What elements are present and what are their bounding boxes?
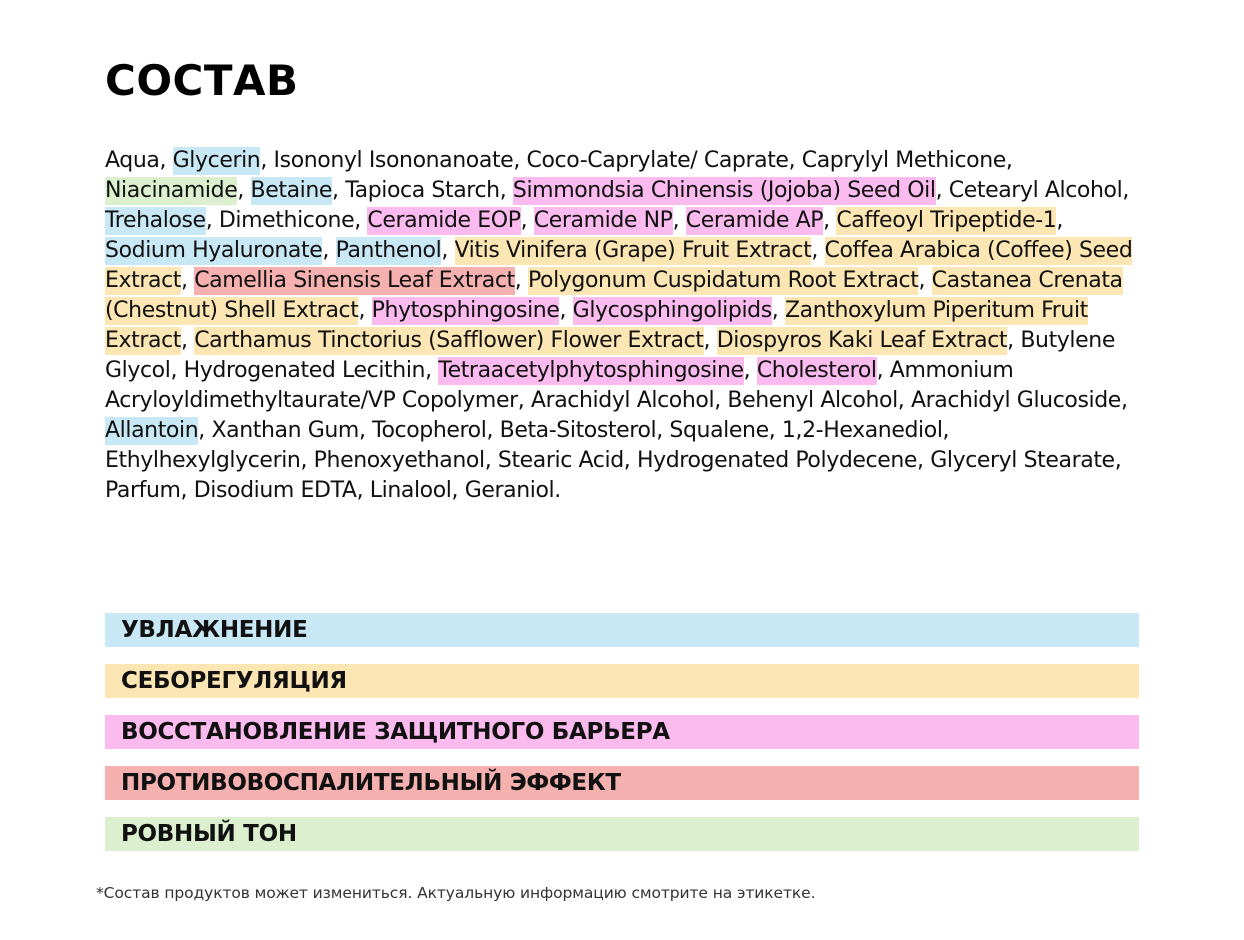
ingredient-item: Arachidyl Alcohol bbox=[530, 388, 715, 413]
ingredient-item: Hydrogenated Polydecene bbox=[636, 448, 918, 473]
ingredient-item: Glyceryl Stearate bbox=[930, 448, 1115, 473]
ingredient-item: Xanthan Gum bbox=[211, 418, 359, 443]
ingredient-item: Trehalose bbox=[105, 208, 206, 233]
ingredient-item: Caprylyl Methicone bbox=[801, 148, 1006, 173]
ingredient-item: Zanthoxylum Piperitum Fruit Extract bbox=[105, 298, 1088, 353]
legend-bar-barrier bbox=[105, 715, 1139, 749]
ingredient-item: Simmondsia Chinensis (Jojoba) Seed Oil bbox=[512, 178, 936, 203]
ingredient-item: Caffeoyl Tripeptide-1 bbox=[836, 208, 1057, 233]
ingredient-item: Stearic Acid bbox=[497, 448, 624, 473]
ingredient-item: Coffea Arabica (Coffee) Seed Extract bbox=[105, 238, 1133, 293]
ingredient-item: Disodium EDTA bbox=[193, 478, 357, 503]
ingredient-item: Aqua bbox=[105, 148, 160, 173]
ingredient-item: Butylene Glycol bbox=[105, 328, 1115, 383]
ingredient-item: Cholesterol bbox=[756, 358, 877, 383]
ingredient-item: Cetearyl Alcohol bbox=[948, 178, 1123, 203]
ingredient-item: Tocopherol bbox=[372, 418, 487, 443]
ingredient-item: Arachidyl Glucoside bbox=[910, 388, 1121, 413]
ingredient-item: Carthamus Tinctorius (Safflower) Flower Extract bbox=[194, 328, 704, 353]
ingredient-item: Behenyl Alcohol bbox=[727, 388, 898, 413]
ingredient-item: Dimethicone bbox=[218, 208, 355, 233]
ingredient-item: Glycosphingolipids bbox=[572, 298, 772, 323]
legend-bar-sebum bbox=[105, 664, 1139, 698]
ingredient-item: Sodium Hyaluronate bbox=[105, 238, 323, 263]
ingredient-item: Ceramide NP bbox=[533, 208, 673, 233]
ingredient-item: 1,2-Hexanediol bbox=[781, 418, 943, 443]
ingredient-item: Vitis Vinifera (Grape) Fruit Extract bbox=[454, 238, 812, 263]
ingredient-item: Panthenol bbox=[335, 238, 442, 263]
ingredient-item: Betaine bbox=[250, 178, 333, 203]
ingredient-item: Hydrogenated Lecithin bbox=[183, 358, 426, 383]
ingredient-item: Glycerin bbox=[172, 148, 261, 173]
legend-label: РОВНЫЙ ТОН bbox=[121, 821, 297, 847]
legend-label: ВОССТАНОВЛЕНИЕ ЗАЩИТНОГО БАРЬЕРА bbox=[121, 719, 670, 745]
ingredient-item: Phenoxyethanol bbox=[313, 448, 485, 473]
ingredient-item: Isononyl Isononanoate bbox=[273, 148, 514, 173]
ingredient-item: Polygonum Cuspidatum Root Extract bbox=[527, 268, 919, 293]
ingredient-item: Niacinamide bbox=[105, 178, 238, 203]
ingredient-item: Linalool bbox=[369, 478, 452, 503]
ingredient-item: Castanea Crenata (Chestnut) Shell Extract bbox=[105, 268, 1123, 323]
ingredient-item: Ceramide AP bbox=[685, 208, 824, 233]
category-legend bbox=[105, 613, 1139, 868]
ingredient-item: Allantoin bbox=[105, 418, 199, 443]
ingredient-item: Phytosphingosine bbox=[371, 298, 560, 323]
ingredient-item: Beta-Sitosterol bbox=[499, 418, 657, 443]
ingredient-item: Diospyros Kaki Leaf Extract bbox=[716, 328, 1008, 353]
ingredient-item: Geraniol bbox=[464, 478, 555, 503]
legend-bar-tone bbox=[105, 817, 1139, 851]
ingredient-item: Tetraacetylphytosphingosine bbox=[438, 358, 744, 383]
footnote: *Состав продуктов может измениться. Актуальную информацию смотрите на этикетке. bbox=[96, 884, 816, 902]
ingredient-item: Tapioca Starch bbox=[345, 178, 500, 203]
ingredients-list: Aqua, Glycerin, Isononyl Isononanoate, Coco-Caprylate/ Caprate, Caprylyl Methicone, Niacinamide, Betaine, Tapioca Starch, Simmondsia Chinensis (Jojoba) Seed Oil, Cetearyl Alcohol, Trehalose, Dimethicone, Ceramide EOP, Ceramide NP, Ceramide AP, Caffeoyl Tripeptide-1, Sodium Hyaluronate, Panthenol, Vitis Vinifera (Grape) Fruit Extract, Coffea Arabica (Coffee) Seed Extract, Camellia Sinensis Leaf Extract, Polygonum Cuspidatum Root Extract, Castanea Crenata (Chestnut) Shell Extract, Phytosphingosine, Glycosphingolipids, Zanthoxylum Piperitum Fruit Extract, Carthamus Tinctorius (Safflower) Flower Extract, Diospyros Kaki Leaf Extract, Butylene Glycol, Hydrogenated Lecithin, Tetraacetylphytosphingosine, Cholesterol, Ammonium Acryloyldimethyltaurate/VP Copolymer, Arachidyl Alcohol, Behenyl Alcohol, Arachidyl Glucoside, Allantoin, Xanthan Gum, Tocopherol, Beta-Sitosterol, Squalene, 1,2-Hexanediol, Ethylhexylglycerin, Phenoxyethanol, Stearic Acid, Hydrogenated Polydecene, Glyceryl Stearate, Parfum, Disodium EDTA, Linalool, Geraniol. bbox=[105, 148, 1133, 503]
ingredient-item: Coco-Caprylate/ Caprate bbox=[526, 148, 789, 173]
ingredient-item: Parfum bbox=[105, 478, 181, 503]
legend-bar-moisture bbox=[105, 613, 1139, 647]
ingredient-item: Ammonium Acryloyldimethyltaurate/VP Copolymer bbox=[105, 358, 1014, 413]
legend-bar-antiinflammatory bbox=[105, 766, 1139, 800]
legend-label: УВЛАЖНЕНИЕ bbox=[121, 617, 308, 643]
page-title: СОСТАВ bbox=[105, 56, 299, 105]
legend-label: СЕБОРЕГУЛЯЦИЯ bbox=[121, 668, 347, 694]
ingredient-item: Ceramide EOP bbox=[367, 208, 521, 233]
legend-label: ПРОТИВОВОСПАЛИТЕЛЬНЫЙ ЭФФЕКТ bbox=[121, 770, 621, 796]
ingredient-item: Ethylhexylglycerin bbox=[105, 448, 301, 473]
ingredient-item: Squalene bbox=[669, 418, 769, 443]
ingredient-item: Camellia Sinensis Leaf Extract bbox=[194, 268, 515, 293]
